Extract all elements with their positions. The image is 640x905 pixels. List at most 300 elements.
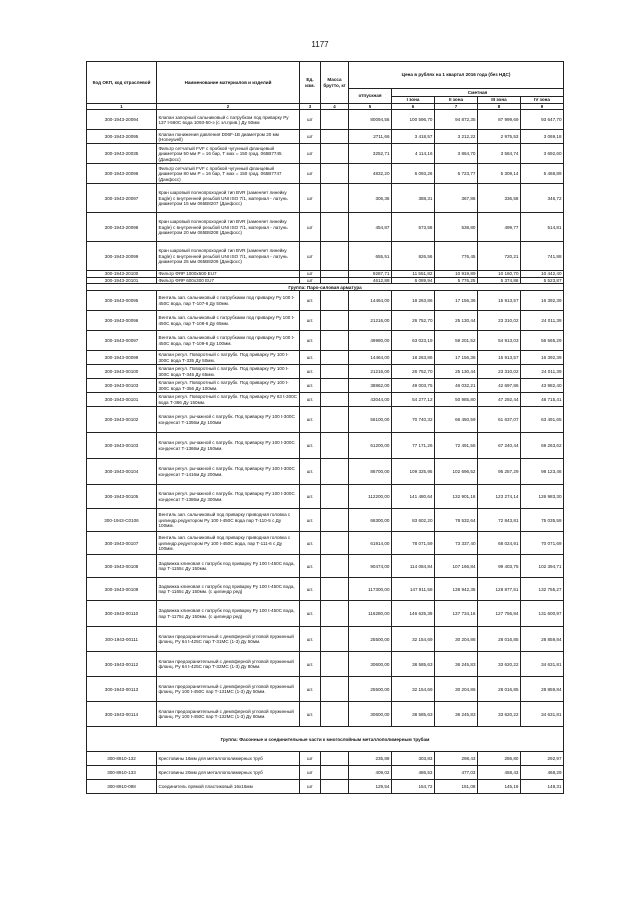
cell-name: Клапан регул. рычажной с патрубк. Под приварку Ру 100 t-300С конденсат Т-1356м Ду 100мм <box>157 407 300 433</box>
cell-release-price: 14464,00 <box>349 351 392 365</box>
cell-mass <box>321 291 349 311</box>
header-zone-1: I зона <box>392 97 435 104</box>
table-row <box>87 459 564 485</box>
header-name: Наименование материалов и изделий <box>157 62 300 104</box>
cell-zone-1-price: 77 171,26 <box>392 433 435 459</box>
cell-unit: шт. <box>300 365 321 379</box>
cell-code: 300-1943-20099 <box>87 242 157 271</box>
cell-zone-4-price: 24 011,39 <box>521 365 564 379</box>
cell-zone-1-price: 63 023,19 <box>392 331 435 351</box>
cell-zone-4-price: 70 071,69 <box>521 532 564 555</box>
cell-zone-4-price: 43 982,40 <box>521 379 564 393</box>
table-row <box>87 766 564 780</box>
cell-zone-2-price: 50 985,80 <box>435 393 478 407</box>
cell-zone-4-price: 34 631,81 <box>521 652 564 677</box>
cell-zone-3-price: 286,80 <box>478 752 521 766</box>
col-number: 2 <box>157 104 300 110</box>
header-unit: Ед. изм. <box>300 62 321 104</box>
cell-zone-2-price: 25 130,44 <box>435 311 478 331</box>
cell-code: 300-1943-20096 <box>87 164 157 184</box>
cell-name: Задвижка клиновая с патрубк под приварку Ру 100 t-450С вода, пар Т-1175с Ду 150мм. (с цилиндр ред) <box>157 601 300 627</box>
cell-zone-1-price: 147 911,58 <box>392 578 435 601</box>
cell-unit: шт <box>300 780 321 794</box>
cell-zone-1-price: 32 154,69 <box>392 677 435 702</box>
cell-zone-4-price: 514,81 <box>521 213 564 242</box>
cell-code: 300-1943-00111 <box>87 627 157 652</box>
cell-unit: шт <box>300 271 321 277</box>
cell-name: Фильтр сетчатый FVF с пробкой чугунный фланцевый диаметром 80 мм Р = 16 бар, Т мах = 150 град. 065В7747 (Данфосс) <box>157 164 300 184</box>
cell-name: Клапан предохранительный с демпферной угловой пружинный фланц. Ру 64 t-425С пар Т-32МС (1-3) Ду 80мм. <box>157 652 300 677</box>
cell-zone-3-price: 33 620,22 <box>478 652 521 677</box>
cell-mass <box>321 331 349 351</box>
cell-zone-1-price: 388,31 <box>392 184 435 213</box>
table-row <box>87 379 564 393</box>
header-mass: Масса брутто, кг <box>321 62 349 104</box>
cell-zone-3-price: 2 975,53 <box>478 130 521 144</box>
cell-mass <box>321 351 349 365</box>
cell-zone-3-price: 68 024,91 <box>478 532 521 555</box>
cell-zone-2-price: 30 204,86 <box>435 677 478 702</box>
cell-zone-4-price: 48 715,41 <box>521 393 564 407</box>
cell-release-price: 86700,00 <box>349 459 392 485</box>
header-zone-2: II зона <box>435 97 478 104</box>
cell-zone-4-price: 28 859,84 <box>521 677 564 702</box>
cell-unit: шт. <box>300 433 321 459</box>
cell-name: Клапан запорный сальниковый с патрубком под приварку Ру 137 t-560С вода 1093-50-э (с эл.прив.) Ду 50мм <box>157 110 300 130</box>
table-row <box>87 555 564 578</box>
cell-zone-1-price: 573,58 <box>392 213 435 242</box>
cell-unit: шт. <box>300 702 321 727</box>
cell-unit: шт <box>300 242 321 271</box>
cell-zone-4-price: 28 859,84 <box>521 627 564 652</box>
group-title: Группа: Фасонные и соединительные части к многослойным металлополимерным трубам <box>87 727 564 752</box>
cell-code: 300-1943-20100 <box>87 271 157 277</box>
cell-zone-4-price: 24 011,39 <box>521 311 564 331</box>
cell-release-price: 43044,00 <box>349 393 392 407</box>
cell-zone-3-price: 67 240,44 <box>478 433 521 459</box>
cell-zone-4-price: 131 600,97 <box>521 601 564 627</box>
col-number: 1 <box>87 104 157 110</box>
cell-unit: шт. <box>300 485 321 509</box>
cell-mass <box>321 752 349 766</box>
cell-zone-1-price: 303,83 <box>392 752 435 766</box>
page-number: 1177 <box>311 40 329 49</box>
cell-code: 300-1943-00101 <box>87 393 157 407</box>
table-row <box>87 393 564 407</box>
cell-zone-2-price: 10 919,89 <box>435 271 478 277</box>
cell-zone-3-price: 5 374,86 <box>478 277 521 283</box>
cell-zone-3-price: 28 016,85 <box>478 677 521 702</box>
cell-release-price: 90474,00 <box>349 555 392 578</box>
cell-zone-4-price: 468,29 <box>521 766 564 780</box>
cell-name: Клапан понижения давления D06F-1В диаметром 20 мм (Honeywell) <box>157 130 300 144</box>
col-number: 3 <box>300 104 321 110</box>
cell-zone-2-price: 367,86 <box>435 184 478 213</box>
cell-zone-1-price: 26 752,70 <box>392 365 435 379</box>
cell-release-price: 116280,00 <box>349 601 392 627</box>
cell-zone-3-price: 720,21 <box>478 242 521 271</box>
cell-zone-3-price: 54 913,03 <box>478 331 521 351</box>
cell-zone-1-price: 114 084,84 <box>392 555 435 578</box>
cell-release-price: 129,54 <box>349 780 392 794</box>
cell-zone-2-price: 132 901,16 <box>435 485 478 509</box>
cell-zone-1-price: 26 752,70 <box>392 311 435 331</box>
cell-unit: шт <box>300 766 321 780</box>
cell-unit: шт. <box>300 627 321 652</box>
table-row <box>87 242 564 271</box>
header-estimate-price: Сметная <box>392 89 564 97</box>
cell-zone-3-price: 336,58 <box>478 184 521 213</box>
cell-unit: шт <box>300 130 321 144</box>
cell-unit: шт. <box>300 578 321 601</box>
cell-zone-2-price: 102 696,52 <box>435 459 478 485</box>
cell-unit: шт. <box>300 291 321 311</box>
cell-code: 300-1943-20101 <box>87 277 157 283</box>
cell-release-price: 25500,00 <box>349 677 392 702</box>
cell-zone-2-price: 138 942,35 <box>435 578 478 601</box>
cell-release-price: 655,51 <box>349 242 392 271</box>
table-row <box>87 407 564 433</box>
cell-zone-3-price: 458,43 <box>478 766 521 780</box>
cell-zone-1-price: 109 325,95 <box>392 459 435 485</box>
cell-zone-1-price: 70 740,32 <box>392 407 435 433</box>
cell-release-price: 61200,00 <box>349 433 392 459</box>
cell-release-price: 80094,56 <box>349 110 392 130</box>
cell-code: 300-1943-00103 <box>87 433 157 459</box>
cell-release-price: 454,87 <box>349 213 392 242</box>
cell-code: 300-8910-133 <box>87 766 157 780</box>
header-price-group: Цена в рублях на 1 квартал 2016 года (без НДС) <box>349 62 564 89</box>
cell-zone-1-price: 4 114,16 <box>392 144 435 164</box>
cell-zone-1-price: 11 551,82 <box>392 271 435 277</box>
cell-zone-4-price: 10 442,40 <box>521 271 564 277</box>
cell-unit: шт. <box>300 379 321 393</box>
table-row <box>87 652 564 677</box>
table-row <box>87 365 564 379</box>
cell-zone-3-price: 127 756,84 <box>478 601 521 627</box>
cell-name: Клапан предохранительный с демпферной угловой пружинный фланц. Ру 64 t-425С пар Т-31МС (1-3) Ду 50мм. <box>157 627 300 652</box>
cell-zone-2-price: 17 156,36 <box>435 291 478 311</box>
cell-unit: шт. <box>300 652 321 677</box>
cell-mass <box>321 485 349 509</box>
cell-zone-1-price: 826,56 <box>392 242 435 271</box>
cell-zone-2-price: 72 491,55 <box>435 433 478 459</box>
cell-code: 300-1943-00099 <box>87 351 157 365</box>
cell-zone-4-price: 93 647,70 <box>521 110 564 130</box>
cell-release-price: 66300,00 <box>349 509 392 532</box>
cell-zone-2-price: 73 337,40 <box>435 532 478 555</box>
cell-zone-2-price: 151,08 <box>435 780 478 794</box>
header-release-price: отпускная <box>349 89 392 104</box>
cell-unit: шт <box>300 164 321 184</box>
header-zone-3: III зона <box>478 97 521 104</box>
col-number: 6 <box>392 104 435 110</box>
cell-mass <box>321 459 349 485</box>
cell-name: Крестовины 20мм для металлополимерных труб <box>157 766 300 780</box>
table-body <box>87 110 564 794</box>
cell-zone-2-price: 477,03 <box>435 766 478 780</box>
cell-unit: шт. <box>300 407 321 433</box>
cell-zone-2-price: 17 156,36 <box>435 351 478 365</box>
cell-release-price: 117300,00 <box>349 578 392 601</box>
cell-release-price: 409,02 <box>349 766 392 780</box>
cell-code: 300-1943-C0106 <box>87 509 157 532</box>
cell-unit: шт. <box>300 393 321 407</box>
cell-name: Фильтр ФЯР 600х300 EU7 <box>157 277 300 283</box>
cell-zone-3-price: 499,77 <box>478 213 521 242</box>
cell-zone-3-price: 5 309,14 <box>478 164 521 184</box>
cell-zone-4-price: 346,72 <box>521 184 564 213</box>
cell-code: 300-1943-00095 <box>87 291 157 311</box>
table-row <box>87 578 564 601</box>
cell-name: Кран шаровый полнопроходной тип BVR (заменяет линейку Eagle) с внутренней резьбой UNI ISO 7/1, материал - латунь диаметром 25 мм 065В8209 (Данфосс) <box>157 242 300 271</box>
table-row <box>87 291 564 311</box>
cell-zone-4-price: 292,97 <box>521 752 564 766</box>
cell-code: 300-1943-00100 <box>87 365 157 379</box>
table-row <box>87 164 564 184</box>
table-row <box>87 752 564 766</box>
cell-unit: шт. <box>300 509 321 532</box>
cell-zone-2-price: 30 204,86 <box>435 627 478 652</box>
cell-code: 300-1943-20097 <box>87 184 157 213</box>
col-number: 4 <box>321 104 349 110</box>
cell-zone-4-price: 126 983,30 <box>521 485 564 509</box>
price-table <box>86 61 564 794</box>
cell-zone-3-price: 87 999,69 <box>478 110 521 130</box>
cell-zone-3-price: 72 843,81 <box>478 509 521 532</box>
cell-zone-3-price: 10 160,70 <box>478 271 521 277</box>
table-row <box>87 702 564 727</box>
cell-mass <box>321 601 349 627</box>
cell-release-price: 14464,00 <box>349 291 392 311</box>
cell-zone-1-price: 486,53 <box>392 766 435 780</box>
cell-zone-1-price: 49 003,75 <box>392 379 435 393</box>
table-row <box>87 601 564 627</box>
table-row <box>87 351 564 365</box>
cell-name: Кран шаровый полнопроходной тип BVR (заменяет линейку Eagle) с внутренней резьбой UNI ISO 7/1, материал - латунь диаметром 20 мм 065В8208 (Данфосс) <box>157 213 300 242</box>
cell-zone-4-price: 132 755,27 <box>521 578 564 601</box>
cell-zone-2-price: 5 776,25 <box>435 277 478 283</box>
col-number: 9 <box>521 104 564 110</box>
cell-unit: шт. <box>300 311 321 331</box>
cell-zone-4-price: 3 069,18 <box>521 130 564 144</box>
cell-unit: шт <box>300 213 321 242</box>
cell-unit: шт. <box>300 331 321 351</box>
cell-zone-3-price: 3 584,74 <box>478 144 521 164</box>
cell-name: Клапан регул. Поворотный с патрубк. Под приварку Ру 63 t-300С вода Т-366 Ду 150мм. <box>157 393 300 407</box>
cell-code: 300-1943-00107 <box>87 532 157 555</box>
cell-name: Вентиль зап. сальниковый с патрубками под приварку Ру 100 t-450С вода, пар Т-109-6 Ду 100мм. <box>157 331 300 351</box>
cell-release-price: 61914,00 <box>349 532 392 555</box>
cell-mass <box>321 184 349 213</box>
cell-zone-4-price: 5 468,89 <box>521 164 564 184</box>
cell-zone-2-price: 94 872,35 <box>435 110 478 130</box>
col-number: 5 <box>349 104 392 110</box>
cell-name: Клапан регул. Поворотный с патрубк. Под приварку Ру 100 t-300С вода Т-345 Ду 65мм. <box>157 365 300 379</box>
cell-zone-2-price: 5 723,77 <box>435 164 478 184</box>
cell-zone-1-price: 3 418,57 <box>392 130 435 144</box>
cell-mass <box>321 766 349 780</box>
cell-release-price: 112200,00 <box>349 485 392 509</box>
cell-unit: шт. <box>300 677 321 702</box>
cell-mass <box>321 555 349 578</box>
cell-zone-3-price: 123 274,14 <box>478 485 521 509</box>
cell-unit: шт. <box>300 532 321 555</box>
cell-release-price: 306,36 <box>349 184 392 213</box>
cell-unit: шт. <box>300 555 321 578</box>
cell-unit: шт. <box>300 601 321 627</box>
table-row <box>87 780 564 794</box>
cell-code: 300-8910-132 <box>87 752 157 766</box>
cell-zone-1-price: 83 602,20 <box>392 509 435 532</box>
cell-zone-2-price: 66 450,59 <box>435 407 478 433</box>
cell-zone-1-price: 100 596,70 <box>392 110 435 130</box>
cell-zone-1-price: 38 585,63 <box>392 702 435 727</box>
cell-zone-4-price: 63 491,65 <box>521 407 564 433</box>
cell-code: 300-1943-00113 <box>87 677 157 702</box>
cell-mass <box>321 532 349 555</box>
cell-name: Клапан регул. рычажной с патрубк. Под приварку Ру 100 t-300С конденсат Т-1416м Ду 200мм. <box>157 459 300 485</box>
cell-zone-2-price: 776,45 <box>435 242 478 271</box>
cell-release-price: 25500,00 <box>349 627 392 652</box>
cell-mass <box>321 780 349 794</box>
cell-zone-1-price: 141 480,64 <box>392 485 435 509</box>
cell-code: 300-1943-00097 <box>87 331 157 351</box>
cell-code: 300-1943-00109 <box>87 578 157 601</box>
cell-mass <box>321 407 349 433</box>
cell-code: 300-1943-00114 <box>87 702 157 727</box>
cell-zone-1-price: 18 263,86 <box>392 291 435 311</box>
table-row <box>87 677 564 702</box>
cell-code: 300-1943-00110 <box>87 601 157 627</box>
cell-code: 300-8910-098 <box>87 780 157 794</box>
cell-release-price: 3252,71 <box>349 144 392 164</box>
cell-zone-3-price: 28 016,85 <box>478 627 521 652</box>
cell-name: Клапан предохранительный с демпферной угловой пружинный фланц. Ру 100 t-450С пар Т-131МС (1-3) Ду 50мм. <box>157 677 300 702</box>
cell-mass <box>321 652 349 677</box>
group-title: Группа: Паро-силовая арматура <box>87 284 564 291</box>
cell-code: 300-1943-00104 <box>87 459 157 485</box>
cell-release-price: 21216,00 <box>349 311 392 331</box>
cell-code: 300-1943-20035 <box>87 144 157 164</box>
table-row <box>87 144 564 164</box>
cell-zone-3-price: 23 310,02 <box>478 365 521 379</box>
cell-zone-1-price: 18 263,86 <box>392 351 435 365</box>
cell-code: 300-1943-20094 <box>87 110 157 130</box>
cell-release-price: 30600,00 <box>349 702 392 727</box>
cell-zone-1-price: 54 277,12 <box>392 393 435 407</box>
cell-zone-3-price: 95 257,29 <box>478 459 521 485</box>
cell-mass <box>321 130 349 144</box>
cell-mass <box>321 578 349 601</box>
cell-code: 300-1943-00105 <box>87 485 157 509</box>
cell-code: 300-1943-00103 <box>87 379 157 393</box>
cell-release-price: 9287,71 <box>349 271 392 277</box>
cell-name: Задвижка клиновая с патрубк под приварку Ру 100 t-450С вода, пар Т-1155с Ду 150мм. <box>157 555 300 578</box>
header-code: Код ОКП, код отраслевой <box>87 62 157 104</box>
cell-code: 300-1943-00102 <box>87 407 157 433</box>
cell-zone-4-price: 741,88 <box>521 242 564 271</box>
cell-name: Вентиль зап. сальниковый с патрубками под приварку Ру 100 t-450С вода, пар Т-107-6 Ду 50мм. <box>157 291 300 311</box>
cell-name: Вентиль зап. сальниковый с патрубками под приварку Ру 100 t-450С вода, пар Т-108-6 Ду 65мм. <box>157 311 300 331</box>
cell-name: Вентиль зап. сальниковый под приварку приводная головка с цилиндр.редуктором Ру 100 t-450С вода, пар Т-111-6 с Ду 100мм. <box>157 532 300 555</box>
cell-mass <box>321 677 349 702</box>
cell-zone-1-price: 6 089,94 <box>392 277 435 283</box>
cell-mass <box>321 365 349 379</box>
cell-name: Кран шаровый полнопроходной тип BVR (заменяет линейку Eagle) с внутренней резьбой UNI ISO 7/1, материал - латунь диаметром 15 мм 065В8207 (Данфосс) <box>157 184 300 213</box>
cell-zone-4-price: 75 035,59 <box>521 509 564 532</box>
cell-zone-3-price: 15 913,57 <box>478 351 521 365</box>
cell-zone-4-price: 34 631,81 <box>521 702 564 727</box>
cell-zone-4-price: 102 394,71 <box>521 555 564 578</box>
cell-release-price: 4612,88 <box>349 277 392 283</box>
cell-zone-4-price: 3 692,60 <box>521 144 564 164</box>
cell-zone-3-price: 61 637,07 <box>478 407 521 433</box>
cell-mass <box>321 242 349 271</box>
cell-code: 300-1943-20098 <box>87 213 157 242</box>
col-number: 8 <box>478 104 521 110</box>
cell-unit: шт <box>300 144 321 164</box>
table-row <box>87 532 564 555</box>
cell-code: 300-1943-00108 <box>87 555 157 578</box>
table-row <box>87 331 564 351</box>
cell-zone-4-price: 5 523,87 <box>521 277 564 283</box>
cell-zone-2-price: 137 734,16 <box>435 601 478 627</box>
cell-unit: шт. <box>300 459 321 485</box>
cell-mass <box>321 110 349 130</box>
cell-release-price: 49980,00 <box>349 331 392 351</box>
cell-name: Крестовины 16мм для металлополимерных труб <box>157 752 300 766</box>
cell-code: 300-1943-00112 <box>87 652 157 677</box>
cell-zone-4-price: 56 565,29 <box>521 331 564 351</box>
cell-mass <box>321 213 349 242</box>
cell-mass <box>321 627 349 652</box>
cell-unit: шт. <box>300 351 321 365</box>
cell-mass <box>321 311 349 331</box>
cell-release-price: 38862,00 <box>349 379 392 393</box>
cell-zone-2-price: 3 212,22 <box>435 130 478 144</box>
cell-name: Фильтр ФЯР 1000х500 EU7 <box>157 271 300 277</box>
cell-release-price: 56100,00 <box>349 407 392 433</box>
table-row <box>87 311 564 331</box>
cell-mass <box>321 433 349 459</box>
cell-release-price: 21216,00 <box>349 365 392 379</box>
header-zone-4: IV зона <box>521 97 564 104</box>
cell-unit: шт <box>300 184 321 213</box>
cell-name: Клапан регул. рычажной с патрубк. Под приварку Ру 100 t-300С конденсат Т-1386м Ду 300мм. <box>157 485 300 509</box>
table-row <box>87 433 564 459</box>
group-row <box>87 284 564 291</box>
table-row <box>87 627 564 652</box>
cell-zone-1-price: 32 154,69 <box>392 627 435 652</box>
cell-mass <box>321 379 349 393</box>
cell-release-price: 2711,66 <box>349 130 392 144</box>
cell-code: 300-1943-00096 <box>87 311 157 331</box>
cell-zone-2-price: 25 130,44 <box>435 365 478 379</box>
cell-name: Клапан регул. рычажной с патрубк. Под приварку Ру 100 t-300С конденсат Т-1366м Ду 150мм. <box>157 433 300 459</box>
cell-name: Клапан регул. Поворотный с патрубк. Под приварку Ру 100 t-300С вода Т-335 Ду 50мм. <box>157 351 300 365</box>
cell-zone-1-price: 38 585,63 <box>392 652 435 677</box>
cell-mass <box>321 164 349 184</box>
cell-zone-3-price: 128 877,51 <box>478 578 521 601</box>
cell-name: Соединитель прямой пластиковый 16х16мм <box>157 780 300 794</box>
cell-zone-3-price: 99 403,75 <box>478 555 521 578</box>
table-row <box>87 485 564 509</box>
cell-name: Задвижка клиновая с патрубк под приварку Ру 100 t-450С вода, пар Т-1165с Ду 150мм. (с цилиндр ред) <box>157 578 300 601</box>
cell-zone-3-price: 42 697,86 <box>478 379 521 393</box>
cell-zone-2-price: 59 201,52 <box>435 331 478 351</box>
col-number: 7 <box>435 104 478 110</box>
